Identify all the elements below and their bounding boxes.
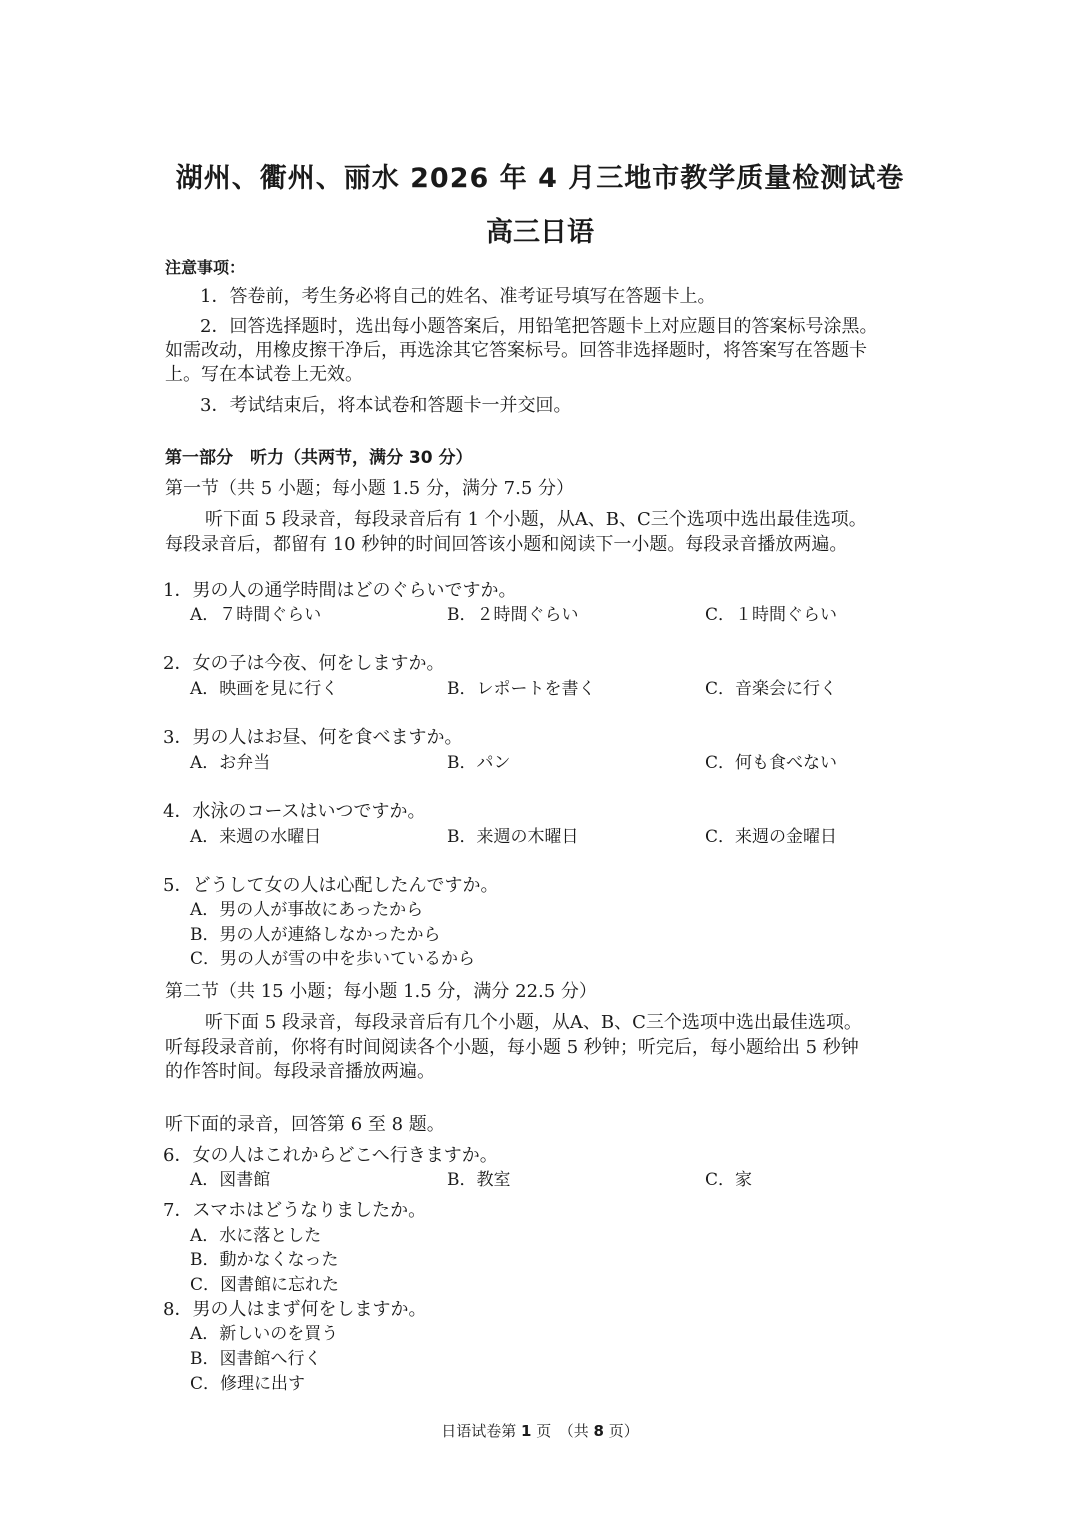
question-stem: 2．女の子は今夜、何をしますか。 — [163, 653, 445, 674]
notice-item-2-cont: 如需改动，用橡皮擦干净后，再选涂其它答案标号。回答非选择题时，将答案写在答题卡 — [165, 340, 867, 361]
part1-heading: 第一部分 听力（共两节，满分 30 分） — [165, 448, 473, 468]
section1-instructions: 听下面 5 段录音，每段录音后有 1 个小题，从A、B、C三个选项中选出最佳选项。 — [205, 509, 867, 530]
notice-heading: 注意事项： — [165, 258, 246, 277]
option-b: B．来週の木曜日 — [447, 827, 579, 847]
notice-item-3: 3．考试结束后，将本试卷和答题卡一并交回。 — [200, 395, 572, 416]
option-c: C．何も食べない — [705, 753, 838, 773]
option-a: A．新しいのを買う — [190, 1324, 339, 1344]
footer-total-pages: 8 — [593, 1422, 604, 1440]
question-stem: 4．水泳のコースはいつですか。 — [163, 801, 426, 822]
notice-item-1: 1．答卷前，考生务必将自己的姓名、准考证号填写在答题卡上。 — [200, 286, 716, 307]
group-instruction: 听下面的录音，回答第 6 至 8 题。 — [165, 1114, 445, 1135]
option-b: B．レポートを書く — [447, 679, 596, 699]
option-c: C．修理に出す — [190, 1374, 306, 1394]
question-stem: 3．男の人はお昼、何を食べますか。 — [163, 727, 463, 748]
notice-item-2: 2．回答选择题时，选出每小题答案后，用铅笔把答题卡上对应题目的答案标号涂黑。 — [200, 316, 878, 337]
option-c: C．来週の金曜日 — [705, 827, 838, 847]
question-stem: 1．男の人の通学時間はどのぐらいですか。 — [163, 580, 517, 601]
option-a: A．図書館 — [190, 1170, 271, 1190]
option-c: C．図書館に忘れた — [190, 1275, 340, 1295]
section2-instructions: 听下面 5 段录音，每段录音后有几个小题，从A、B、C三个选项中选出最佳选项。 — [205, 1012, 862, 1033]
option-c: C．音楽会に行く — [705, 679, 838, 699]
footer-prefix: 日语试卷第 — [441, 1422, 517, 1440]
option-b: B．男の人が連絡しなかったから — [190, 925, 441, 945]
notice-item-2-cont: 上。写在本试卷上无效。 — [165, 364, 363, 385]
option-b: B．図書館へ行く — [190, 1349, 322, 1369]
option-c: C．家 — [705, 1170, 753, 1190]
exam-title: 湖州、衢州、丽水 2026 年 4 月三地市教学质量检测试卷 — [175, 163, 905, 194]
section2-heading: 第二节（共 15 小题；每小题 1.5 分，满分 22.5 分） — [165, 981, 597, 1002]
option-c: C．１時間ぐらい — [705, 605, 838, 625]
question-stem: 6．女の人はこれからどこへ行きますか。 — [163, 1145, 498, 1166]
option-a: A．来週の水曜日 — [190, 827, 322, 847]
option-a: A．７時間ぐらい — [190, 605, 322, 625]
section2-instructions-cont: 听每段录音前，你将有时间阅读各个小题，每小题 5 秒钟；听完后，每小题给出 5 秒钟 — [165, 1037, 859, 1058]
option-a: A．男の人が事故にあったから — [190, 900, 424, 920]
question-stem: 5．どうして女の人は心配したんですか。 — [163, 875, 499, 896]
page-footer — [0, 1420, 1080, 1441]
section1-heading: 第一节（共 5 小题；每小题 1.5 分，满分 7.5 分） — [165, 478, 575, 499]
footer-middle: 页 （共 — [536, 1422, 589, 1440]
option-a: A．お弁当 — [190, 753, 271, 773]
question-stem: 8．男の人はまず何をしますか。 — [163, 1299, 427, 1320]
exam-subtitle: 高三日语 — [486, 217, 594, 248]
option-c: C．男の人が雪の中を歩いているから — [190, 949, 476, 969]
section1-instructions-cont: 每段录音后，都留有 10 秒钟的时间回答该小题和阅读下一小题。每段录音播放两遍。 — [165, 534, 848, 555]
option-b: B．動かなくなった — [190, 1250, 339, 1270]
option-b: B．パン — [447, 753, 511, 773]
footer-suffix: 页） — [608, 1422, 639, 1440]
footer-page-number: 1 — [521, 1422, 532, 1440]
question-stem: 7．スマホはどうなりましたか。 — [163, 1200, 427, 1221]
section2-instructions-cont: 的作答时间。每段录音播放两遍。 — [165, 1061, 435, 1082]
option-a: A．水に落とした — [190, 1226, 322, 1246]
option-b: B．教室 — [447, 1170, 511, 1190]
option-b: B．２時間ぐらい — [447, 605, 579, 625]
option-a: A．映画を見に行く — [190, 679, 339, 699]
